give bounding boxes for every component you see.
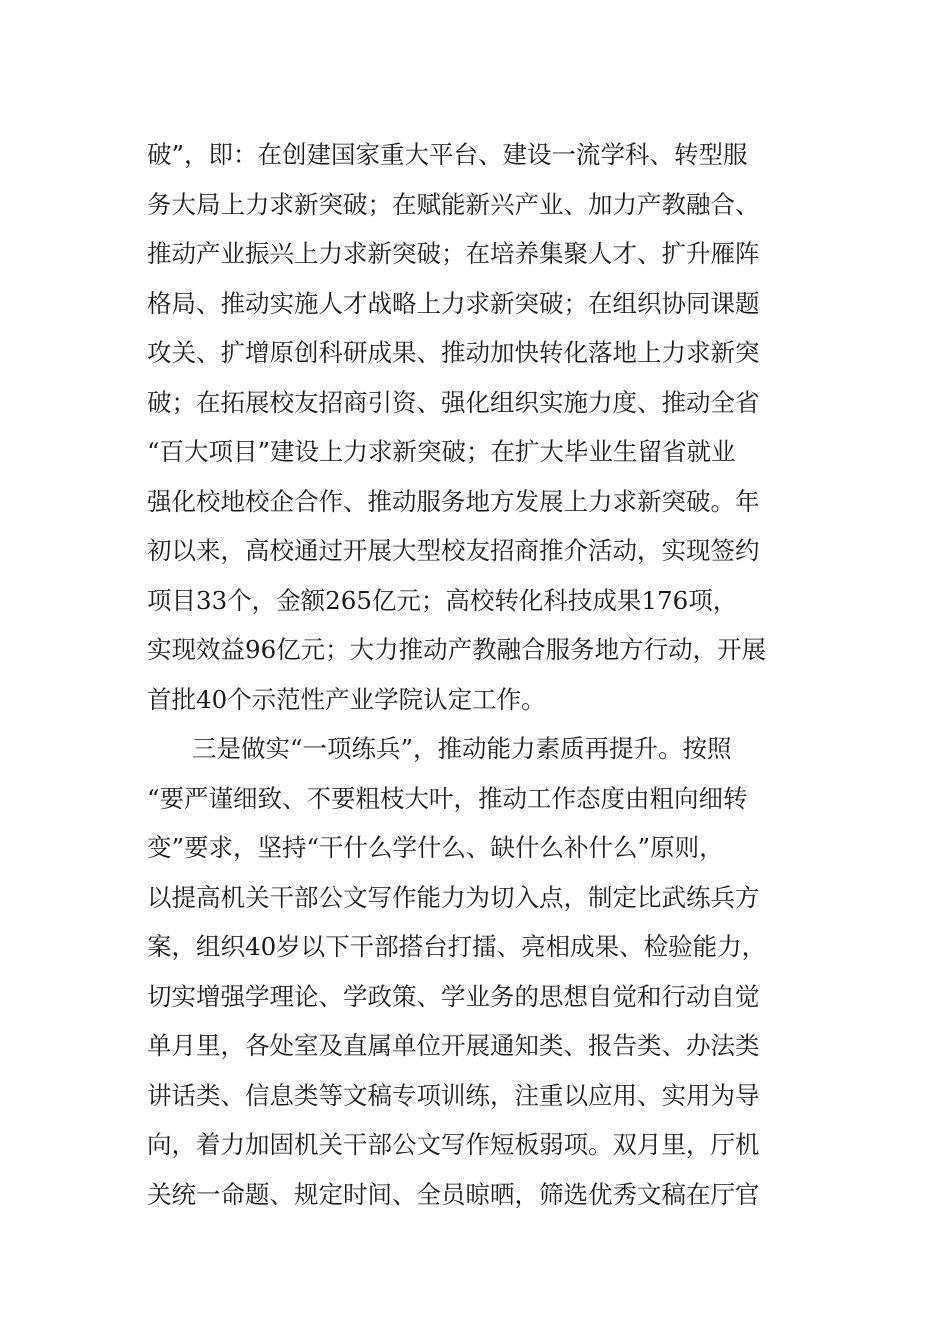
text-line: 讲话类、信息类等文稿专项训练，注重以应用、实用为导 bbox=[147, 1080, 760, 1110]
text-line: 项目33个，金额265亿元；高校转化科技成果176项， bbox=[147, 585, 738, 615]
text-line: 初以来，高校通过开展大型校友招商推介活动，实现签约 bbox=[147, 536, 760, 565]
text-line: 以提高机关干部公文写作能力为切入点，制定比武练兵方 bbox=[147, 882, 760, 912]
text-line: 务大局上力求新突破；在赋能新兴产业、加力产教融合、 bbox=[147, 189, 760, 219]
text-line: 推动产业振兴上力求新突破；在培养集聚人才、扩升雁阵 bbox=[147, 239, 760, 268]
text-line: 关统一命题、规定时间、全员晾晒，筛选优秀文稿在厅官 bbox=[147, 1179, 760, 1209]
text-line: 单月里，各处室及直属单位开展通知类、报告类、办法类 bbox=[147, 1031, 760, 1060]
text-line: 破”，即：在创建国家重大平台、建设一流学科、转型服 bbox=[147, 140, 748, 169]
text-line: 实现效益96亿元；大力推动产教融合服务地方行动，开展 bbox=[147, 635, 767, 664]
paragraph-first-line: 三是做实“一项练兵”，推动能力素质再提升。按照 bbox=[192, 734, 732, 763]
text-line: “要严谨细致、不要粗枝大叶，推动工作态度由粗向细转 bbox=[147, 783, 748, 813]
text-line: 案，组织40岁以下干部搭台打擂、亮相成果、检验能力， bbox=[147, 932, 767, 961]
text-line: 格局、推动实施人才战略上力求新突破；在组织协同课题 bbox=[147, 288, 760, 318]
text-line: 切实增强学理论、学政策、学业务的思想自觉和行动自觉 bbox=[147, 981, 760, 1011]
text-line: 强化校地校企合作、推动服务地方发展上力求新突破。年 bbox=[147, 486, 760, 516]
text-line: 首批40个示范性产业学院认定工作。 bbox=[147, 684, 546, 714]
body-text bbox=[147, 130, 805, 1219]
text-line: 变”要求，坚持“干什么学什么、缺什么补什么”原则， bbox=[147, 833, 724, 862]
text-line: 攻关、扩增原创科研成果、推动加快转化落地上力求新突 bbox=[147, 338, 760, 367]
text-line: 向，着力加固机关干部公文写作短板弱项。双月里，厅机 bbox=[147, 1130, 760, 1159]
text-line: 破；在拓展校友招商引资、强化组织实施力度、推动全省 bbox=[147, 387, 760, 417]
text-line: “百大项目”建设上力求新突破；在扩大毕业生留省就业 bbox=[147, 437, 736, 466]
